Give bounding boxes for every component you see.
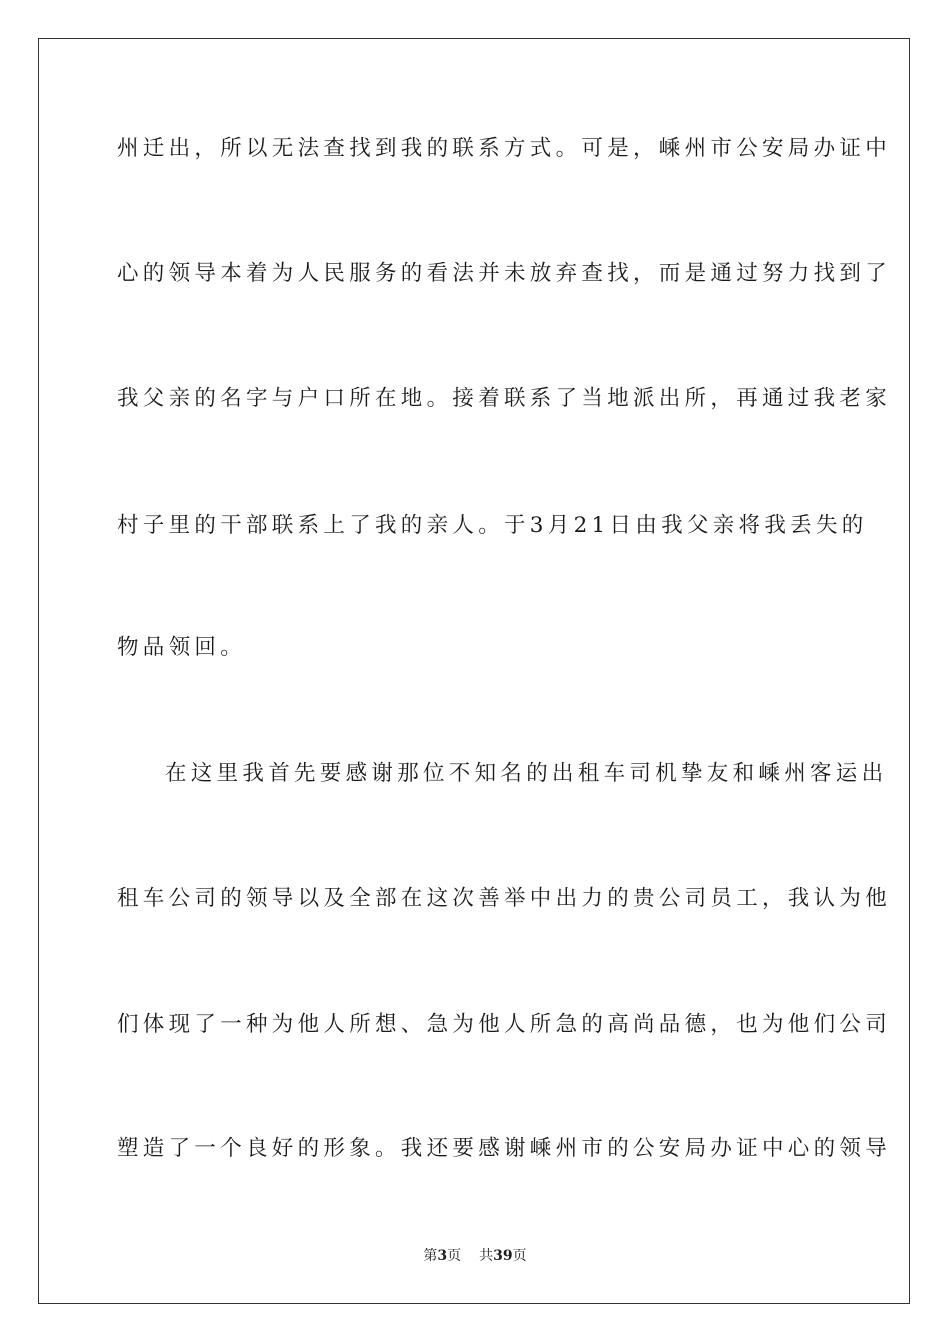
text-line-3: 我父亲的名字与户口所在地。接着联系了当地派出所，再通过我老家 [117, 386, 892, 411]
text-line-5: 物品领回。 [117, 635, 247, 660]
text-line-7: 租车公司的领导以及全部在这次善举中出力的贵公司员工，我认为他 [117, 886, 892, 911]
text-line-8: 们体现了一种为他人所想、急为他人所急的高尚品德，也为他们公司 [117, 1012, 892, 1037]
text-line-4: 村子里的干部联系上了我的亲人。于3月21日由我父亲将我丢失的 [117, 513, 868, 538]
page-current-number: 3 [437, 1248, 448, 1264]
total-suffix: 页 [512, 1248, 527, 1264]
text-line-2: 心的领导本着为人民服务的看法并未放弃查找，而是通过努力找到了 [117, 261, 892, 286]
page-total-number: 39 [493, 1248, 513, 1264]
page-suffix: 页 [447, 1248, 462, 1264]
page-footer [0, 1246, 950, 1266]
page-prefix: 第 [423, 1248, 438, 1264]
text-line-6-paragraph-start: 在这里我首先要感谢那位不知名的出租车司机挚友和嵊州客运出 [165, 761, 888, 786]
text-line-9: 塑造了一个良好的形象。我还要感谢嵊州市的公安局办证中心的领导 [117, 1136, 892, 1161]
page-border [38, 38, 910, 1304]
text-line-1: 州迁出，所以无法查找到我的联系方式。可是，嵊州市公安局办证中 [117, 136, 892, 161]
total-prefix: 共 [479, 1248, 494, 1264]
